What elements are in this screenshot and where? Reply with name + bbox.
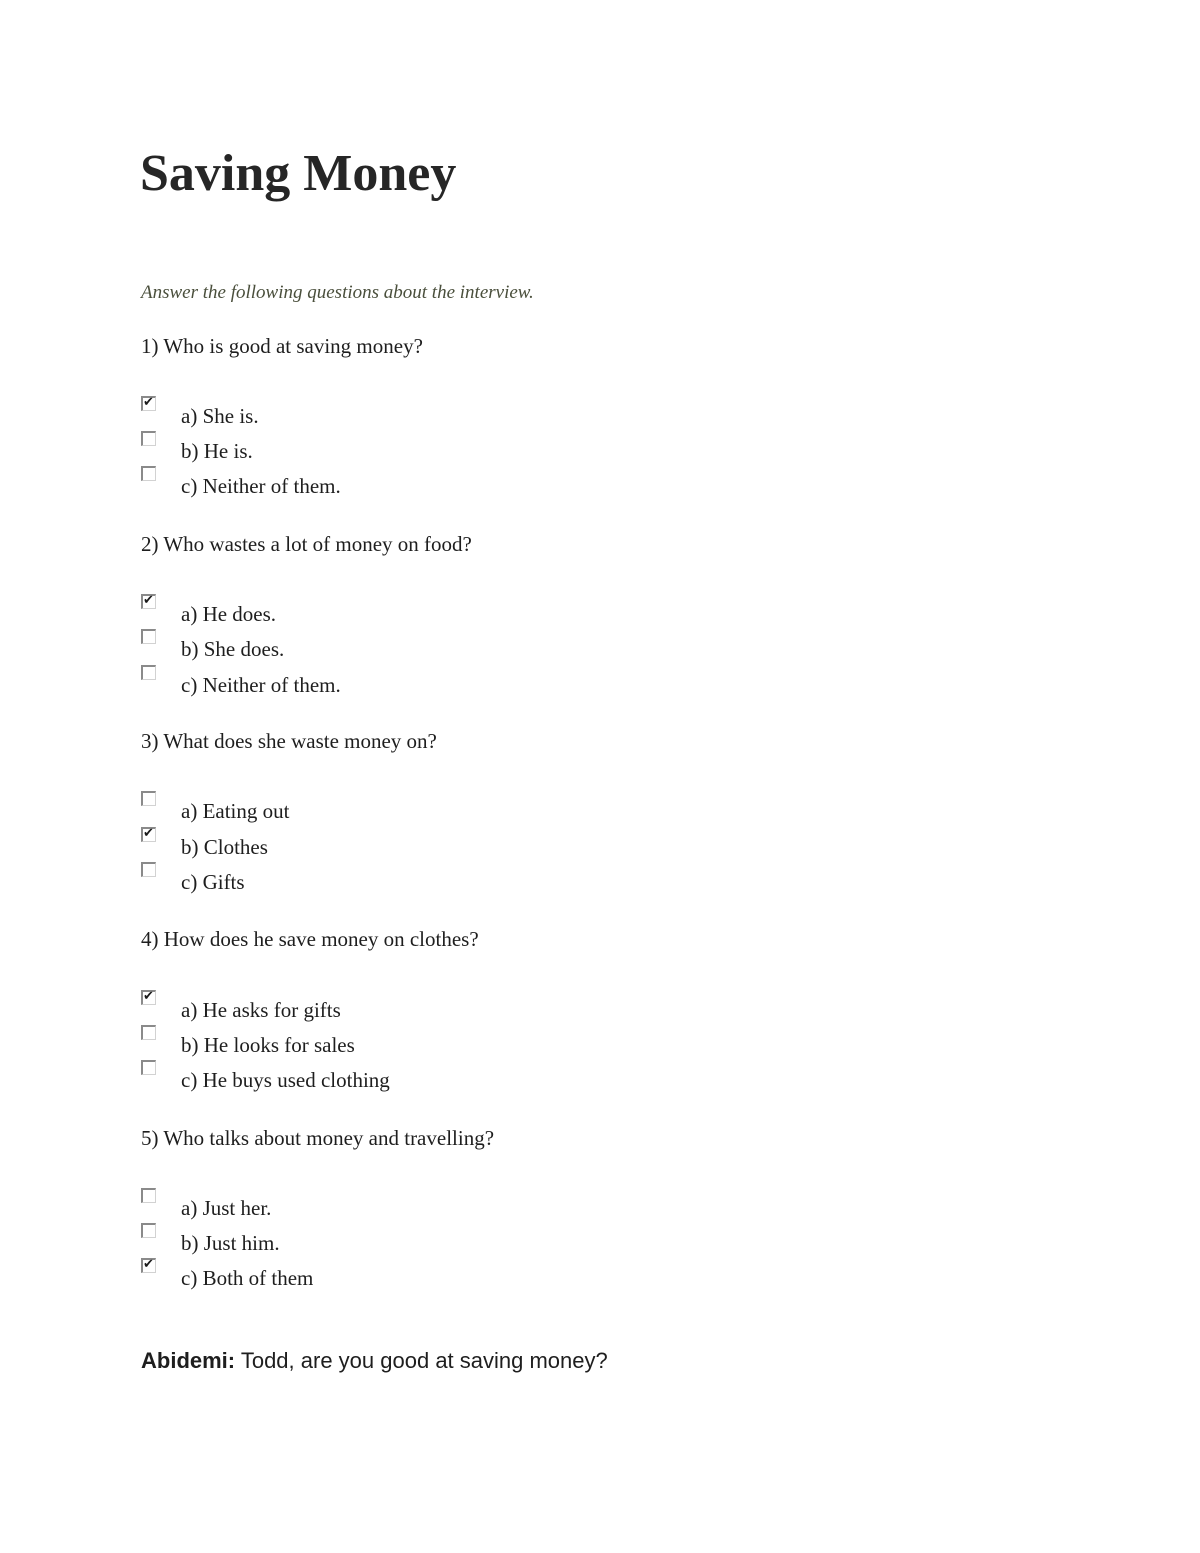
- checkbox[interactable]: [141, 629, 156, 644]
- checkmark-icon: ✔: [143, 1257, 154, 1272]
- checkbox[interactable]: [141, 990, 156, 1005]
- option-label: b) Just him.: [181, 1231, 280, 1255]
- option-label: c) Both of them: [181, 1266, 314, 1290]
- question-1: 1) Who is good at saving money?: [141, 334, 423, 358]
- transcript-line: [141, 1346, 608, 1376]
- checkmark-icon: ✔: [143, 826, 154, 841]
- option-label: a) Just her.: [181, 1196, 272, 1220]
- checkbox[interactable]: [141, 665, 156, 680]
- checkbox[interactable]: [141, 396, 156, 411]
- option-label: c) Neither of them.: [181, 673, 341, 697]
- option-label: c) Neither of them.: [181, 474, 341, 498]
- question-5: 5) Who talks about money and travelling?: [141, 1126, 495, 1150]
- checkbox[interactable]: [141, 1258, 156, 1273]
- checkbox[interactable]: [141, 827, 156, 842]
- checkbox[interactable]: [141, 862, 156, 877]
- checkbox[interactable]: [141, 1025, 156, 1040]
- checkbox[interactable]: [141, 1060, 156, 1075]
- option-label: c) He buys used clothing: [181, 1068, 390, 1092]
- checkbox[interactable]: [141, 1188, 156, 1203]
- instructions: Answer the following questions about the interview.: [141, 282, 534, 303]
- option-label: b) She does.: [181, 637, 285, 661]
- option-label: b) He looks for sales: [181, 1033, 355, 1057]
- checkbox[interactable]: [141, 466, 156, 481]
- speaker-name: Abidemi:: [141, 1348, 236, 1373]
- checkmark-icon: ✔: [143, 593, 154, 608]
- checkbox[interactable]: [141, 791, 156, 806]
- option-label: a) She is.: [181, 404, 259, 428]
- option-label: a) Eating out: [181, 799, 290, 823]
- option-label: c) Gifts: [181, 870, 245, 894]
- checkmark-icon: ✔: [143, 989, 154, 1004]
- question-4: 4) How does he save money on clothes?: [141, 927, 479, 951]
- option-label: a) He asks for gifts: [181, 998, 341, 1022]
- checkbox[interactable]: [141, 431, 156, 446]
- question-3: 3) What does she waste money on?: [141, 729, 437, 753]
- option-label: b) He is.: [181, 439, 253, 463]
- option-label: b) Clothes: [181, 835, 268, 859]
- checkmark-icon: ✔: [143, 395, 154, 410]
- transcript-text: Todd, are you good at saving money?: [235, 1348, 608, 1373]
- option-label: a) He does.: [181, 602, 277, 626]
- page-title: Saving Money: [140, 145, 457, 202]
- question-2: 2) Who wastes a lot of money on food?: [141, 532, 472, 556]
- checkbox[interactable]: [141, 594, 156, 609]
- checkbox[interactable]: [141, 1223, 156, 1238]
